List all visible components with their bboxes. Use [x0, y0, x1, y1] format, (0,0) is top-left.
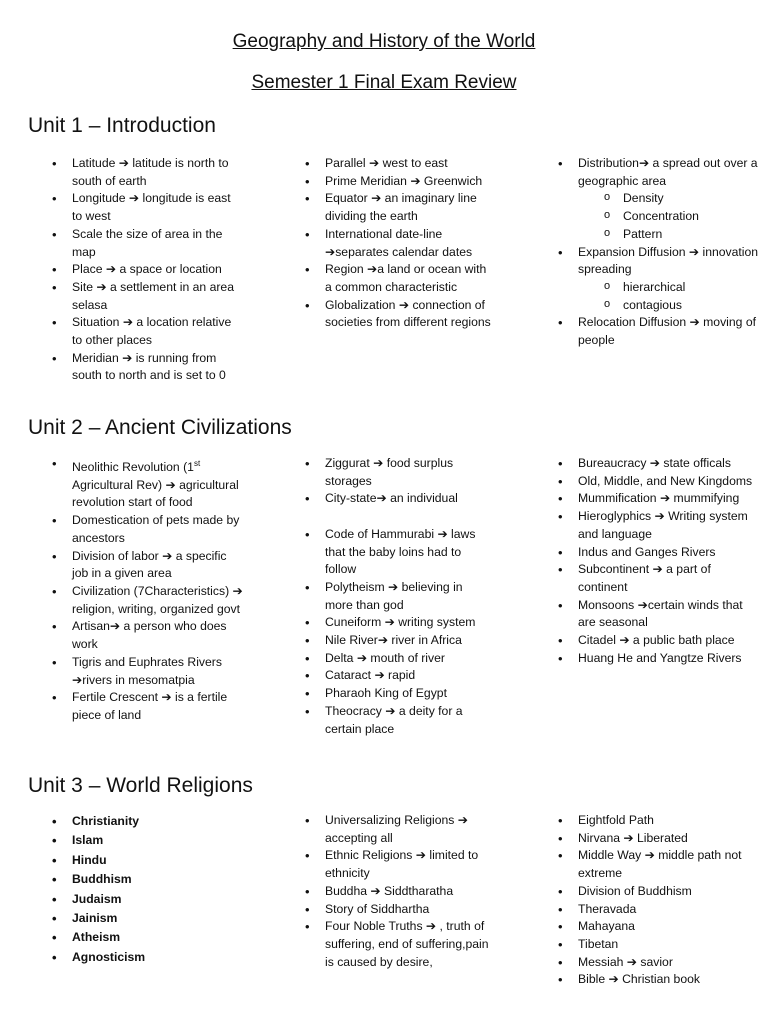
- unit-1-column-3: [578, 155, 760, 350]
- list-item: [72, 455, 244, 512]
- list-item: • Tigris and Euphrates Rivers ➔rivers in mesomatpia: [72, 654, 244, 689]
- sub-list-item: o contagious: [578, 297, 760, 315]
- sub-list-item: o hierarchical: [578, 279, 760, 297]
- list-item: • Longitude ➔ longitude is east to west: [72, 190, 244, 225]
- list-item: • Atheism: [72, 928, 244, 947]
- unit-3-column-3: [578, 812, 760, 989]
- list-item: • Indus and Ganges Rivers: [578, 544, 760, 562]
- list-item: • Nile River➔ river in Africa: [325, 632, 493, 650]
- list-item: [578, 155, 760, 244]
- list-item: • Ziggurat ➔ food surplus storages: [325, 455, 493, 490]
- list-item: • Universalizing Religions ➔ accepting all: [325, 812, 493, 847]
- list-item: • Parallel ➔ west to east: [325, 155, 493, 173]
- list-item: • Jainism: [72, 909, 244, 928]
- list-item: • Region ➔a land or ocean with a common characteristic: [325, 261, 493, 296]
- list-item: • Judaism: [72, 890, 244, 909]
- list-item: • Buddha ➔ Siddtharatha: [325, 883, 493, 901]
- list-item-text: Expansion Diffusion ➔ innovation spreading: [578, 244, 759, 277]
- sub-list-item: o Density: [578, 190, 760, 208]
- list-item: • Polytheism ➔ believing in more than god: [325, 579, 493, 614]
- sub-list-item: o Concentration: [578, 208, 760, 226]
- list-item: • Situation ➔ a location relative to other places: [72, 314, 244, 349]
- unit-2-heading: Unit 2 – Ancient Civilizations: [28, 416, 292, 439]
- list-item: • Site ➔ a settlement in an area selasa: [72, 279, 244, 314]
- unit-1-column-2: [325, 155, 493, 332]
- list-item: • Tibetan: [578, 936, 760, 954]
- unit-3-heading: Unit 3 – World Religions: [28, 774, 253, 797]
- list-item: • Cataract ➔ rapid: [325, 667, 493, 685]
- sub-list: [578, 279, 760, 314]
- list-item-text: Distribution➔ a spread out over a geographic area: [578, 156, 758, 188]
- list-item: • Story of Siddhartha: [325, 901, 493, 919]
- list-item: • Division of labor ➔ a specific job in a given area: [72, 548, 244, 583]
- list-item: • Huang He and Yangtze Rivers: [578, 650, 760, 668]
- list-item: • Equator ➔ an imaginary line dividing the earth: [325, 190, 493, 225]
- list-item: • Eightfold Path: [578, 812, 760, 830]
- ordinal-suffix: st: [193, 459, 201, 468]
- list-item: • Scale the size of area in the map: [72, 226, 244, 261]
- list-item: • Nirvana ➔ Liberated: [578, 830, 760, 848]
- list-item: • Civilization (7Characteristics) ➔ religion, writing, organized govt: [72, 583, 244, 618]
- list-item: • Ethnic Religions ➔ limited to ethnicity: [325, 847, 493, 882]
- sub-list: [578, 190, 760, 243]
- list-item-text: Neolithic Revolution (1: [72, 460, 194, 475]
- list-item: • International date-line ➔separates calendar dates: [325, 226, 493, 261]
- unit-3-column-2: [325, 812, 493, 971]
- list-item: • Islam: [72, 831, 244, 850]
- list-item: • Hindu: [72, 851, 244, 870]
- unit-2-column-3: [578, 455, 760, 667]
- list-item: • Globalization ➔ connection of societies from different regions: [325, 297, 493, 332]
- list-item: • Old, Middle, and New Kingdoms: [578, 473, 760, 491]
- list-item: • Relocation Diffusion ➔ moving of people: [578, 314, 760, 349]
- list-item: • Artisan➔ a person who does work: [72, 618, 244, 653]
- document-title: Geography and History of the World: [232, 31, 536, 52]
- list-item: • Mummification ➔ mummifying: [578, 490, 760, 508]
- document-subtitle: Semester 1 Final Exam Review: [251, 72, 517, 93]
- list-item: • Cuneiform ➔ writing system: [325, 614, 493, 632]
- unit-1-column-1: [72, 155, 244, 385]
- unit-2-column-2: [325, 455, 493, 738]
- list-item: • Agnosticism: [72, 948, 244, 967]
- list-item: • Domestication of pets made by ancestors: [72, 512, 244, 547]
- list-item: • Prime Meridian ➔ Greenwich: [325, 173, 493, 191]
- list-item: • Messiah ➔ savior: [578, 954, 760, 972]
- list-item: • Latitude ➔ latitude is north to south of earth: [72, 155, 244, 190]
- list-item: • Subcontinent ➔ a part of continent: [578, 561, 760, 596]
- list-item: • Mahayana: [578, 918, 760, 936]
- list-item: • Four Noble Truths ➔ , truth of suffering, end of suffering,pain is caused by desire,: [325, 918, 493, 971]
- unit-3-column-1: [72, 812, 244, 967]
- list-item: • Buddhism: [72, 870, 244, 889]
- unit-2-column-1: [72, 455, 244, 725]
- list-item: • Pharaoh King of Egypt: [325, 685, 493, 703]
- list-item: • Code of Hammurabi ➔ laws that the baby loins had to follow: [325, 526, 493, 579]
- list-item: • Citadel ➔ a public bath place: [578, 632, 760, 650]
- list-item: • Bible ➔ Christian book: [578, 971, 760, 989]
- list-item-text: Agricultural Rev) ➔ agricultural revolution start of food: [72, 477, 239, 510]
- list-item: • Hieroglyphics ➔ Writing system and language: [578, 508, 760, 543]
- list-item: • Christianity: [72, 812, 244, 831]
- list-item: [578, 244, 760, 315]
- list-item: • Meridian ➔ is running from south to north and is set to 0: [72, 350, 244, 385]
- sub-list-item: o Pattern: [578, 226, 760, 244]
- list-item: • City-state➔ an individual: [325, 490, 493, 508]
- list-item: • Bureaucracy ➔ state officals: [578, 455, 760, 473]
- list-item: • Monsoons ➔certain winds that are seasonal: [578, 597, 760, 632]
- unit-1-heading: Unit 1 – Introduction: [28, 114, 216, 137]
- list-item: • Division of Buddhism: [578, 883, 760, 901]
- list-item: • Place ➔ a space or location: [72, 261, 244, 279]
- list-item: • Middle Way ➔ middle path not extreme: [578, 847, 760, 882]
- list-item: • Theravada: [578, 901, 760, 919]
- list-item: • Theocracy ➔ a deity for a certain place: [325, 703, 493, 738]
- list-item: • Fertile Crescent ➔ is a fertile piece of land: [72, 689, 244, 724]
- list-item: • Delta ➔ mouth of river: [325, 650, 493, 668]
